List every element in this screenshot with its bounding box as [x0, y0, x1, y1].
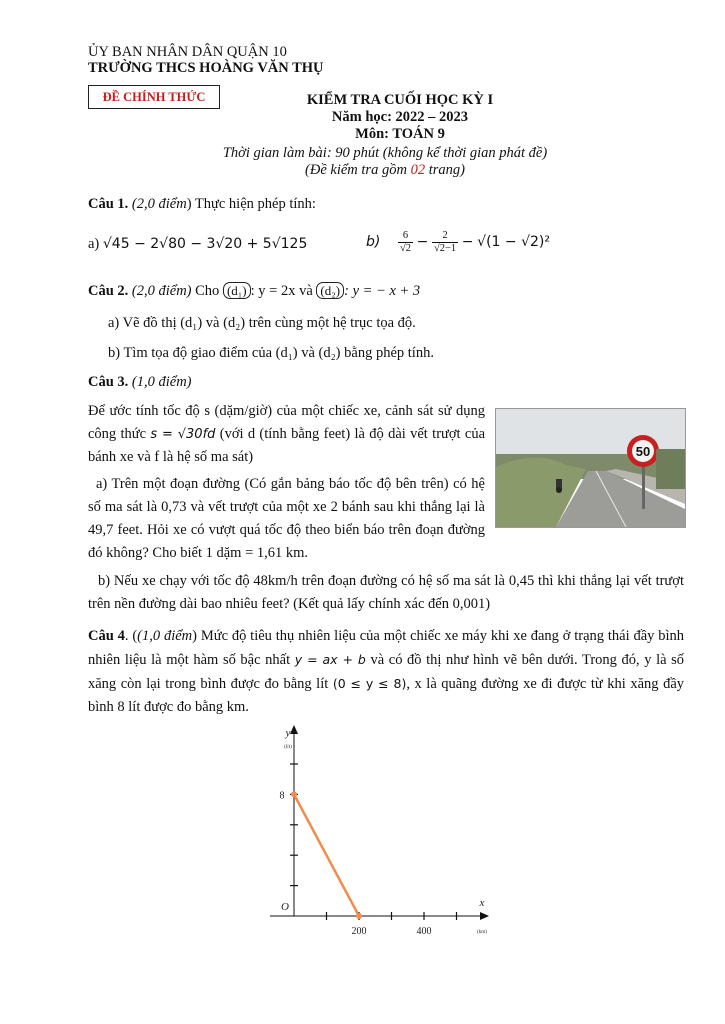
- q2-part-b: b) Tìm tọa độ giao điểm của (d₁) và (d₂) bằng phép tính.: [108, 345, 434, 361]
- q2-d2-equation: : y = − x + 3: [344, 283, 421, 299]
- q1-b-fraction-1: $\frac{6}{√2}$: [399, 230, 411, 254]
- q2-d2: (d₂): [316, 282, 344, 299]
- q4-text-3: và có đồ thị như hình vẽ bên dưới. Trong đó, y là số xăng còn lại trong bình được đo bằng lít: [88, 652, 685, 692]
- q2-points: (2,0 điểm): [131, 283, 192, 299]
- q3-heading: [88, 374, 192, 391]
- road-illustration: [496, 409, 685, 527]
- q4-text-1: . (: [124, 628, 138, 644]
- q1-label: Câu 1.: [88, 196, 129, 212]
- x-axis-label: x: [479, 897, 485, 909]
- q4-points: (1,0 điểm: [137, 628, 193, 644]
- pages-note: [160, 162, 610, 179]
- x-unit-label: (km): [477, 930, 487, 935]
- q1-prompt: Thực hiện phép tính:: [191, 196, 316, 212]
- fuel-chart: [250, 720, 510, 945]
- q4-formula: y = ax + b: [294, 652, 366, 667]
- exam-heading: [200, 92, 600, 143]
- q1-b-fraction-2: $\frac{2}{√2-1}$: [433, 230, 457, 254]
- data-point: [356, 913, 362, 919]
- official-badge: ĐỀ CHÍNH THỨC: [88, 85, 220, 109]
- q2-d1: (d₁): [223, 282, 251, 299]
- data-point: [291, 791, 297, 797]
- q1-points-close: ): [186, 196, 192, 212]
- q4-text-2: ) Mức độ tiêu thụ nhiên liệu của một chiếc xe máy khi xe đang ở trạng thái đầy bình nhiên liệu là một hàm số bậc nhất: [88, 628, 684, 668]
- committee-name: ỦY BAN NHÂN DÂN QUẬN 10: [88, 44, 287, 60]
- x-tick-label: 400: [416, 926, 432, 937]
- y-axis-label: y: [285, 727, 291, 739]
- q1-heading: [88, 196, 316, 213]
- pages-prefix: (Đề kiểm tra gồm: [305, 162, 411, 178]
- q1-points: (2,0 điểm: [131, 196, 187, 212]
- q1-b-label: b): [366, 233, 381, 250]
- q1-part-b: [366, 230, 550, 255]
- q1-b-minus-2: −: [461, 233, 474, 250]
- q1-a-label: a): [88, 236, 100, 252]
- q2-d1-equation: : y = 2x và: [250, 283, 313, 299]
- q1-part-a: [88, 236, 307, 253]
- q1-b-root: √(1 − √2)²: [477, 233, 550, 250]
- q4-text: [88, 625, 684, 719]
- y-axis: [290, 725, 298, 916]
- q1-b-minus: −: [416, 233, 429, 250]
- pages-count: 02: [410, 162, 426, 178]
- school-year: Năm học: 2022 – 2023: [331, 109, 469, 125]
- fuel-line: [294, 794, 359, 916]
- origin-label: O: [281, 901, 289, 913]
- y-unit-label: (lít): [284, 745, 292, 750]
- school-name: TRƯỜNG THCS HOÀNG VĂN THỤ: [88, 60, 324, 76]
- q2-part-a: a) Vẽ đồ thị (d₁) và (d₂) trên cùng một hệ trục tọa độ.: [108, 315, 416, 331]
- q4-label: Câu 4: [88, 628, 125, 644]
- road-photo: [495, 408, 686, 528]
- q3-part-a: a) Trên một đoạn đường (Có gắn bảng báo tốc độ bên trên) có hệ số ma sát là 0,73 và vết trượt của một xe 2 bánh sau khi thắng lại là 49,7 feet. Hỏi xe có vượt quá tốc độ theo biển báo trên đoạn đường đó không? Cho biết 1 dặm = 1,61 km.: [88, 476, 485, 561]
- exam-title: KIỂM TRA CUỐI HỌC KỲ I: [306, 92, 494, 108]
- q3-intro: [88, 400, 485, 469]
- q3-label: Câu 3.: [88, 374, 129, 390]
- q3-formula: s = √30fd: [150, 427, 216, 442]
- q4-text-4: , x là quãng đường xe đi được từ khi xăng đầy bình 8 lít được đo bằng km.: [88, 676, 685, 715]
- y-tick-label: 8: [279, 790, 285, 802]
- q1-a-expression: √45 − 2√80 − 3√20 + 5√125: [102, 236, 308, 252]
- q3-part-b: b) Nếu xe chạy với tốc độ 48km/h trên đoạn đường có hệ số ma sát là 0,45 thì khi thắng lại vết trượt trên nền đường dài bao nhiêu feet? (Kết quả lấy chính xác đến 0,001): [88, 573, 684, 612]
- x-tick-label: 200: [351, 926, 367, 937]
- q4-range: (0 ≤ y ≤ 8): [332, 676, 407, 691]
- pages-suffix: trang): [425, 162, 465, 178]
- q2-label: Câu 2.: [88, 283, 129, 299]
- q3-intro-1: Để ước tính tốc độ s (dặm/giờ) của một chiếc xe, cảnh sát sử dụng công thức: [88, 403, 485, 442]
- q2-lead: Cho: [195, 283, 220, 299]
- q3-points: (1,0 điểm): [131, 374, 192, 390]
- speed-sign-text: 50: [635, 444, 651, 459]
- q3-intro-2: (với d (tính bằng feet) là độ dài vết trượt của bánh xe và f là hệ số ma sát): [88, 426, 486, 465]
- subject: Môn: TOÁN 9: [355, 126, 445, 142]
- time-note: Thời gian làm bài: 90 phút (không kể thời gian phát đề): [222, 145, 548, 161]
- q2-heading: [88, 282, 420, 300]
